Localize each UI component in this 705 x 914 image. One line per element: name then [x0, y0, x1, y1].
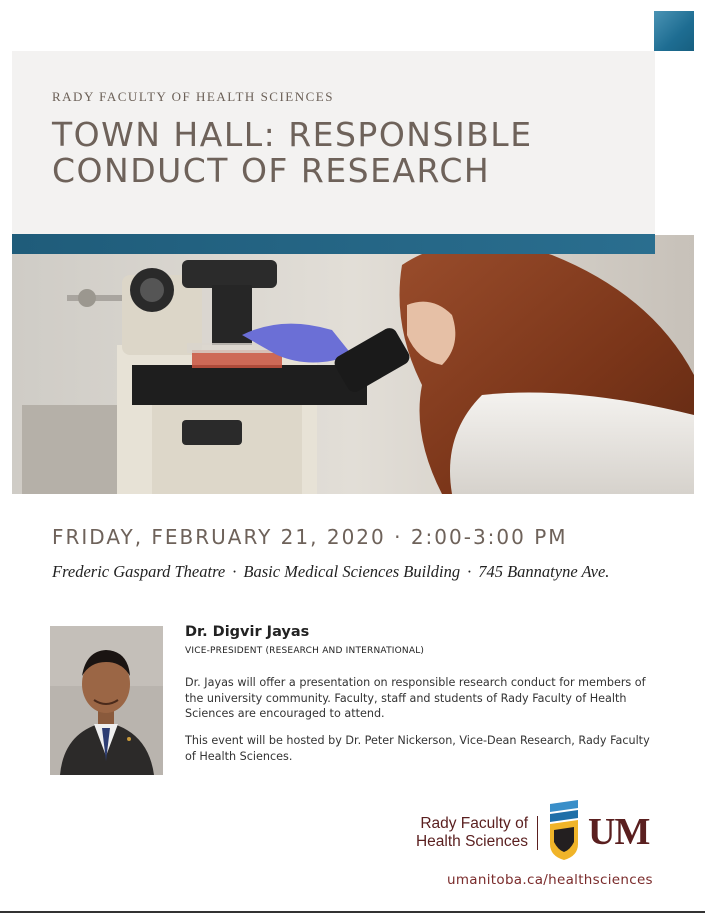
- host-note: This event will be hosted by Dr. Peter Nickerson, Vice-Dean Research, Rady Faculty of Health Sciences.: [185, 734, 650, 763]
- website-link[interactable]: umanitoba.ca/healthsciences: [447, 872, 653, 888]
- venue-separator: ·: [232, 562, 237, 581]
- lab-photo: [12, 235, 694, 494]
- university-crest-icon: [546, 800, 582, 860]
- venue-separator: ·: [467, 562, 472, 581]
- event-title: [52, 117, 642, 189]
- venue-theatre: Frederic Gaspard Theatre: [52, 562, 226, 581]
- event-date-time: FRIDAY, FEBRUARY 21, 2020 · 2:00-3:00 PM: [52, 525, 568, 549]
- bottom-rule: [0, 911, 705, 913]
- venue-building: Basic Medical Sciences Building: [243, 562, 461, 581]
- speaker-role: VICE-PRESIDENT (RESEARCH AND INTERNATIONAL): [185, 646, 425, 656]
- faculty-heading: RADY FACULTY OF HEALTH SCIENCES: [52, 89, 334, 104]
- logo-divider: [537, 816, 538, 850]
- venue-address: 745 Bannatyne Ave.: [478, 562, 610, 581]
- event-title-line2: CONDUCT OF RESEARCH: [52, 151, 491, 190]
- event-venue: [52, 562, 609, 582]
- event-title-line1: TOWN HALL: RESPONSIBLE: [52, 115, 533, 154]
- logo-line1: Rady Faculty of: [420, 815, 528, 832]
- title-accent-bar: [12, 234, 655, 254]
- logo-line2: Health Sciences: [415, 833, 528, 850]
- speaker-portrait: [50, 626, 163, 775]
- event-description: Dr. Jayas will offer a presentation on responsible research conduct for members of the university community. Faculty, staff and students of Rady Faculty of Health Sciences are encouraged to attend.: [185, 676, 646, 720]
- decorative-teal-square: [654, 11, 694, 51]
- faculty-logo-wordmark: [402, 815, 528, 851]
- um-logo-text: UM: [588, 811, 650, 853]
- speaker-name: Dr. Digvir Jayas: [185, 624, 310, 640]
